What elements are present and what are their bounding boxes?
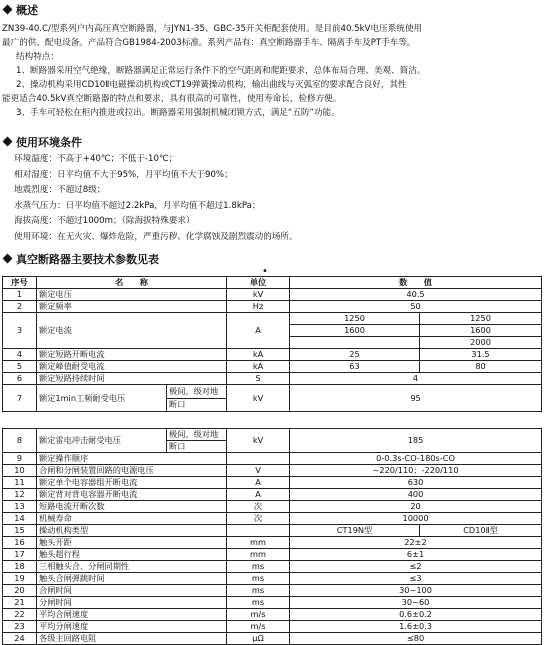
- table-row: 3 额定电流 A 1250 1250: [3, 313, 542, 325]
- overview-line: 能更适合40.5kV真空断路器的特点和要求，具有很高的可靠性，使用寿命长，检修方便。: [2, 94, 342, 104]
- environment-line: 使用环境：在无火灾、爆炸危险，严重污秽、化学腐蚀及剧烈震动的场所。: [14, 231, 298, 242]
- table-row: 5 额定峰值耐受电流 kA 63 80: [3, 361, 542, 373]
- environment-heading: 使用环境条件: [2, 134, 82, 150]
- table-row: 11 额定单个电容器组开断电流 A 630: [3, 477, 542, 489]
- overview-line: 最广的供、配电设备。产品符合GB1984-2003标准。系列产品有：真空断路器手车、隔离手车及PT手车等。: [2, 38, 416, 48]
- table-row: 6 额定短路持续时间 S 4: [3, 373, 542, 385]
- col-header-unit: 单位: [227, 277, 290, 289]
- col-header-name: 名 称: [37, 277, 227, 289]
- environment-line: 海拔高度：不超过1000m；（除海拔特殊要求）: [14, 216, 195, 226]
- col-header-value: 数 值: [290, 277, 542, 289]
- overview-line: 2、操动机构采用CD10Ⅱ电磁操动机构或CT19弹簧操动机构，输出曲线与灭弧室的要求配合良好，其性: [16, 80, 407, 90]
- overview-line: ZN39-40.C/型系列户内高压真空断路器，与JYN1-35、GBC-35开关柜配套使用。是目前40.5kV电压系统使用: [2, 24, 423, 34]
- table-row: 8 额定雷电冲击耐受电压 极间、级对地 kV 185: [3, 429, 542, 441]
- overview-line: 1、断路器采用空气绝缘，断路器满足正常运行条件下的空气距离和爬距要求，总体布局合理、美观、简洁。: [16, 66, 426, 76]
- table-row: 17 触头超行程 mm 6±1: [3, 549, 542, 561]
- diamond-bullet-icon: [3, 5, 13, 15]
- table-row: 23 平均分闸速度 m/s 1.6±0.3: [3, 621, 542, 633]
- environment-line: 相对湿度：日平均值不大于95%，月平均值不大于90%；: [14, 169, 233, 180]
- environment-line: 地震烈度：不超过8级；: [14, 185, 106, 195]
- table-row: 断口: [3, 398, 542, 412]
- table-row: 断口: [3, 441, 542, 453]
- table-row: 2 额定频率 Hz 50: [3, 301, 542, 313]
- environment-line: 环境温度：不高于+40℃；不低于-10℃；: [14, 154, 178, 164]
- environment-line: 水蒸气压力：日平均值不超过2.2kPa，月平均值不超过1.8kPa；: [14, 200, 261, 211]
- overview-line: 结构特点：: [16, 52, 59, 62]
- table-spacer-row: [3, 412, 542, 429]
- table-row: 24 各级主回路电阻 μΩ ≤80: [3, 633, 542, 645]
- table-row: 1600 1600: [3, 325, 542, 337]
- table-row: 1 额定电压 kV 40.5: [3, 289, 542, 301]
- table-row: 7 额定1min工频耐受电压 极间、级对地 kV 95: [3, 385, 542, 399]
- environment-body: [14, 152, 298, 245]
- table-row: 4 额定短路开断电流 kA 25 31.5: [3, 349, 542, 361]
- table-row: 18 三相触头合、分闸同期性 ms ≤2: [3, 561, 542, 573]
- table-header-row: [3, 277, 542, 289]
- table-row: 22 平均合闸速度 m/s 0.6±0.2: [3, 609, 542, 621]
- table-row: 2000: [3, 337, 542, 349]
- table-row: 14 机械寿命 次 10000: [3, 513, 542, 525]
- table-row: 20 合闸时间 ms 30~100: [3, 585, 542, 597]
- table-row: 12 额定背对背电容器开断电流 A 400: [3, 489, 542, 501]
- table-row: 16 触头开距 mm 22±2: [3, 537, 542, 549]
- overview-heading: 概述: [2, 2, 38, 18]
- table-row: 9 额定操作顺序 0-0.3s-CO-180s-CO: [3, 453, 542, 465]
- spec-table: [2, 276, 542, 645]
- table-row: 10 合闸和分闸装置回路的电源电压 V ~220/110；-220/110: [3, 465, 542, 477]
- overview-line: 3、手车可轻松在柜内推进或拉出。断路器采用强制机械闭锁方式，满足“五防”功能。: [16, 108, 340, 118]
- table-row: 19 触头合闸弹跳时间 ms ≤3: [3, 573, 542, 585]
- params-heading: 真空断路器主要技术参数见表: [2, 251, 159, 267]
- overview-body: [2, 22, 542, 120]
- table-row: 13 短路电流开断次数 次 20: [3, 501, 542, 513]
- diamond-bullet-icon: [3, 254, 13, 264]
- table-row: 15 操动机构类型 CT19N型 CD10Ⅱ型: [3, 525, 542, 537]
- table-row: 21 分闸时间 ms 30~60: [3, 597, 542, 609]
- diamond-bullet-icon: [3, 137, 13, 147]
- col-header-no: 序号: [3, 277, 37, 289]
- decorative-dot: •: [262, 266, 268, 277]
